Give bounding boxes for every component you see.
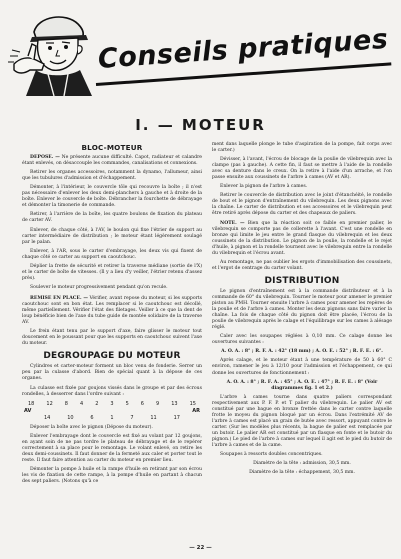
page-title: Conseils pratiques xyxy=(96,23,390,75)
paragraph: Le pignon d'entraînement est à la commande distributeur et à la commande de 60° du vilebrequin. Tourner le moteur pour amener le premier piston au PMH. Tourner ensuite l'arbre à cames pour amener les repères de la poulie et de l'arbre à cames. Monter les deux pignons sans faire varier la chaîne. La fois de chaque côté du pignon doit être placée, l'écrou de la poulie de vilebrequin après le calage et l'équilibrage sur les cames à alésage réglé. xyxy=(212,288,392,331)
page-header xyxy=(0,0,401,100)
paragraph: Enlever l'embrayage dont le couvercle est fixé au volant par 12 goujons, en ayant soin de ne pas tordre le plateau de débrayage et de le repérer correctement à sa place pour le remontage. Le volant enlevé, on retire les deux demi-coussinets. Il faut donner de la fermeté aux caler et porter tout le reste. Il faut faire attention au carter du moteur en premier lieu. xyxy=(22,433,202,463)
sequence-number: 7 xyxy=(130,414,134,421)
sequence-number: 3 xyxy=(110,400,114,407)
sequence-number: 5 xyxy=(125,400,129,407)
tightening-sequence xyxy=(22,401,202,422)
right-column xyxy=(212,142,392,479)
paragraph: Dévisser, à l'avant, l'écrou de blocage de la poulie de vilebrequin avec la clampe (pas à gauche). A cette fin, il faut se mettre à l'aide de la rondelle avec sa denture dans le creux. On la retire à l'aide d'un arrache, et l'on passe ensuite aux coussinets de l'arbre à cames (AV et AR). xyxy=(212,157,392,181)
paragraph: Soupapes à ressorts doubles concentriques. xyxy=(220,452,323,458)
mechanic-mascot-illustration xyxy=(8,4,100,98)
paragraph: La culasse est fixée par goujons vissés dans le groupe et par des écrous rondelles, à desserrer dans l'ordre suivant : xyxy=(22,385,202,397)
heading-bloc-moteur: BLOC-MOTEUR xyxy=(81,143,143,152)
sequence-number: 11 xyxy=(150,414,157,421)
paragraph: Déplier la frette de sécurité et retirer la traverse médiane (sortie de l'X) et le carter de boîte de vitesses. (Il y a lieu d'y veiller, l'étrier retenu d'assez près). xyxy=(22,263,202,281)
paragraph-text: Vérifier, avant repose du moteur, si les supports caoutchouc sont en bon état. Les remplacer si le caoutchouc est décollé, même partiellement. Vérifier l'état des filetages. Veiller à ce que la dent de loup bénéficie bien de l'axe du tube guide de montée solidaire de la traverse AV. xyxy=(22,295,202,326)
spec-line: Diamètre de la tête : échappement, 30,5 mm. xyxy=(249,470,355,476)
paragraph: Soulever le moteur progressivement pendant qu'on recule. xyxy=(30,284,168,290)
sequence-number: 9 xyxy=(156,400,160,407)
rear-label: AR xyxy=(192,407,200,414)
sequence-number: 6 xyxy=(140,400,144,407)
spec-line: Diamètre de la tête : admission, 30,5 mm. xyxy=(253,461,351,467)
front-label: AV xyxy=(24,407,32,414)
sequence-number: 17 xyxy=(173,414,180,421)
paragraph-lead: DEPOSE. — xyxy=(30,155,60,161)
paragraph: Le frein étant tenu par le support d'axe, faire glisser le moteur tout doucement en le poussant pour que les supports en caoutchouc suivent l'axe du moteur. xyxy=(22,329,202,347)
paragraph: ment dans laquelle plonge le tube d'aspiration de la pompe, fait corps avec le carter.) xyxy=(212,142,392,154)
heading-degroupage: DEGROUPAGE DU MOTEUR xyxy=(43,351,181,362)
paragraph: Enlever la pignon de l'arbre à cames. xyxy=(220,184,308,190)
paragraph-lead: NOTE. — xyxy=(220,220,245,226)
timing-values: A. O. A. : 8° ; R. F. A. : 45° ; A. O. E. : 47° ; R. F. E. : 8° (Voir diagrammes fig. 1 et 2.) xyxy=(226,379,378,391)
sequence-number: 13 xyxy=(171,400,178,407)
heading-distribution: DISTRIBUTION xyxy=(264,275,340,286)
paragraph-text: Ne présente aucune difficulté. Capot, radiateur et calandre étant enlevés, on désaccouple les commandes, canalisations et connexions. xyxy=(22,155,202,167)
paragraph: Cylindres et carter-moteur forment un bloc venu de fonderie. Serrer un peu par la culasse d'abord. Bien de spécial quant à la dépose de ces organes. xyxy=(22,364,202,382)
paragraph: L'arbre à cames tourne dans quatre paliers correspondant respectivement aux P. F. P. et T palier du vilebrequin. Le palier AV est constitué par une bague en bronze frettée dans le carter contre laquelle frotte le moyeu du pignon bloqué par un écrou. Dans l'extrémité AV de l'arbre à cames est placé un grain de butée avec ressort, appuyant contre le carter. (Sur les modèles plus récents, la bague de palier est remplacée par un butoir. Le palier AR est constitué par un flasque en fonte et le butoir du pignon.) Le pied de l'arbre à cames sur lequel il agit est le pied du butoir de l'arbre à cames et de la came. xyxy=(212,394,392,449)
sequence-number: 14 xyxy=(44,414,51,421)
sequence-row-top xyxy=(22,401,202,408)
left-column xyxy=(22,142,202,488)
paragraph: Déposer la boîte avec le pignon (Dépose du moteur). xyxy=(30,424,153,430)
paragraph xyxy=(22,155,202,167)
sequence-number: 12 xyxy=(46,400,53,407)
paragraph: Au remontage, ne pas oublier les ergots d'immobilisation des coussinets, et l'ergot de centrage du carter volant. xyxy=(212,259,392,271)
sequence-number: 1 xyxy=(110,414,114,421)
sequence-labels xyxy=(22,408,202,415)
paragraph-lead: REMISE EN PLACE. — xyxy=(30,295,88,301)
paragraph: Après calage, et le moteur étant à une température de 50 à 60° C environ, ramener le jeu à 12/10 pour l'admission et l'échappement, ce qui donne les ouvertures de fonctionnement : xyxy=(212,358,392,376)
sequence-number: 4 xyxy=(79,400,84,407)
paragraph: Enlever, à l'AR, sous le carter d'embrayage, les deux vis qui fixent de chaque côté ce carter au support en caoutchouc. xyxy=(22,248,202,260)
paragraph: Démonter la pompe à huile et la rampe d'huile en retirant par son écrou les vis de fixation de cette rampe, à la pompe d'huile en partant à chacun des sept paliers. (Notons qu'à ce xyxy=(22,466,202,484)
sequence-number: 18 xyxy=(28,400,35,407)
paragraph xyxy=(22,296,202,326)
paragraph xyxy=(212,221,392,257)
paragraph: Caler avec les soupapes réglées à 0,10 mm. Ce calage donne les ouvertures suivantes : xyxy=(212,334,392,346)
sequence-number: 8 xyxy=(64,400,68,407)
paragraph: Enlever, de chaque côté, à l'AV, le boulon qui fixe l'étrier de support au carter intermédiaire de distribution ; le moteur étant légèrement soulagé par le palan. xyxy=(22,227,202,245)
paragraph: Retirer, à l'arrière de la boîte, les quatre boulons de fixation du plateau de carter AV. xyxy=(22,212,202,224)
timing-values: A. O. A. : 8° ; R. F. A. : 42° (18 mm) ; A. O. E. : 52° ; R. F. E. : 6°. xyxy=(221,349,383,355)
paragraph-text: Bien que la réaction soit ce faible en premier palier, le vilebrequin se comporte pas de collerette à l'avant. C'est une rondelle en bronze qui limite le jeu entre le grand flasque du vilebrequin et les deux coussinets de la distribution. Le pignon de la poulie, la rondelle et le rejet d'huile, à pignon et la rondelle tournent avec le vilebrequin entre la rondelle du vilebrequin et l'écrou avant. xyxy=(212,220,392,256)
sequence-number: 15 xyxy=(189,400,196,407)
sequence-row-bottom xyxy=(22,415,202,422)
page-number: — 22 — xyxy=(189,545,212,551)
sequence-number: 10 xyxy=(67,414,74,421)
paragraph: Démonter, à l'intérieur, le couvercle tôle qui recouvre la boîte ; il n'est pas nécessaire d'enlever les deux demi-planchers à gauche et à droite de la boîte. Enlever le couvercle de boîte. Débrancher la fourchette de débrayage et démonter la timonerie de commande. xyxy=(22,185,202,209)
section-title: I. — MOTEUR xyxy=(135,116,266,134)
paragraph: Retirer le couvercle de distribution avec le joint d'étanchéité, le rondelle de bout et le pignon d'entraînement du vilebrequin. Les deux pignons avec la chaîne. Le carter de distribution et ses accessoires et le vilebrequin peut être retiré après dépose du carter et des chapeaux de paliers. xyxy=(212,193,392,217)
sequence-number: 2 xyxy=(95,400,99,407)
paragraph: Retirer les organes accessoires, notamment la dynamo, l'allumeur, ainsi que les tubulures d'admission et d'échappement. xyxy=(22,170,202,182)
sequence-number: 6 xyxy=(90,414,94,421)
